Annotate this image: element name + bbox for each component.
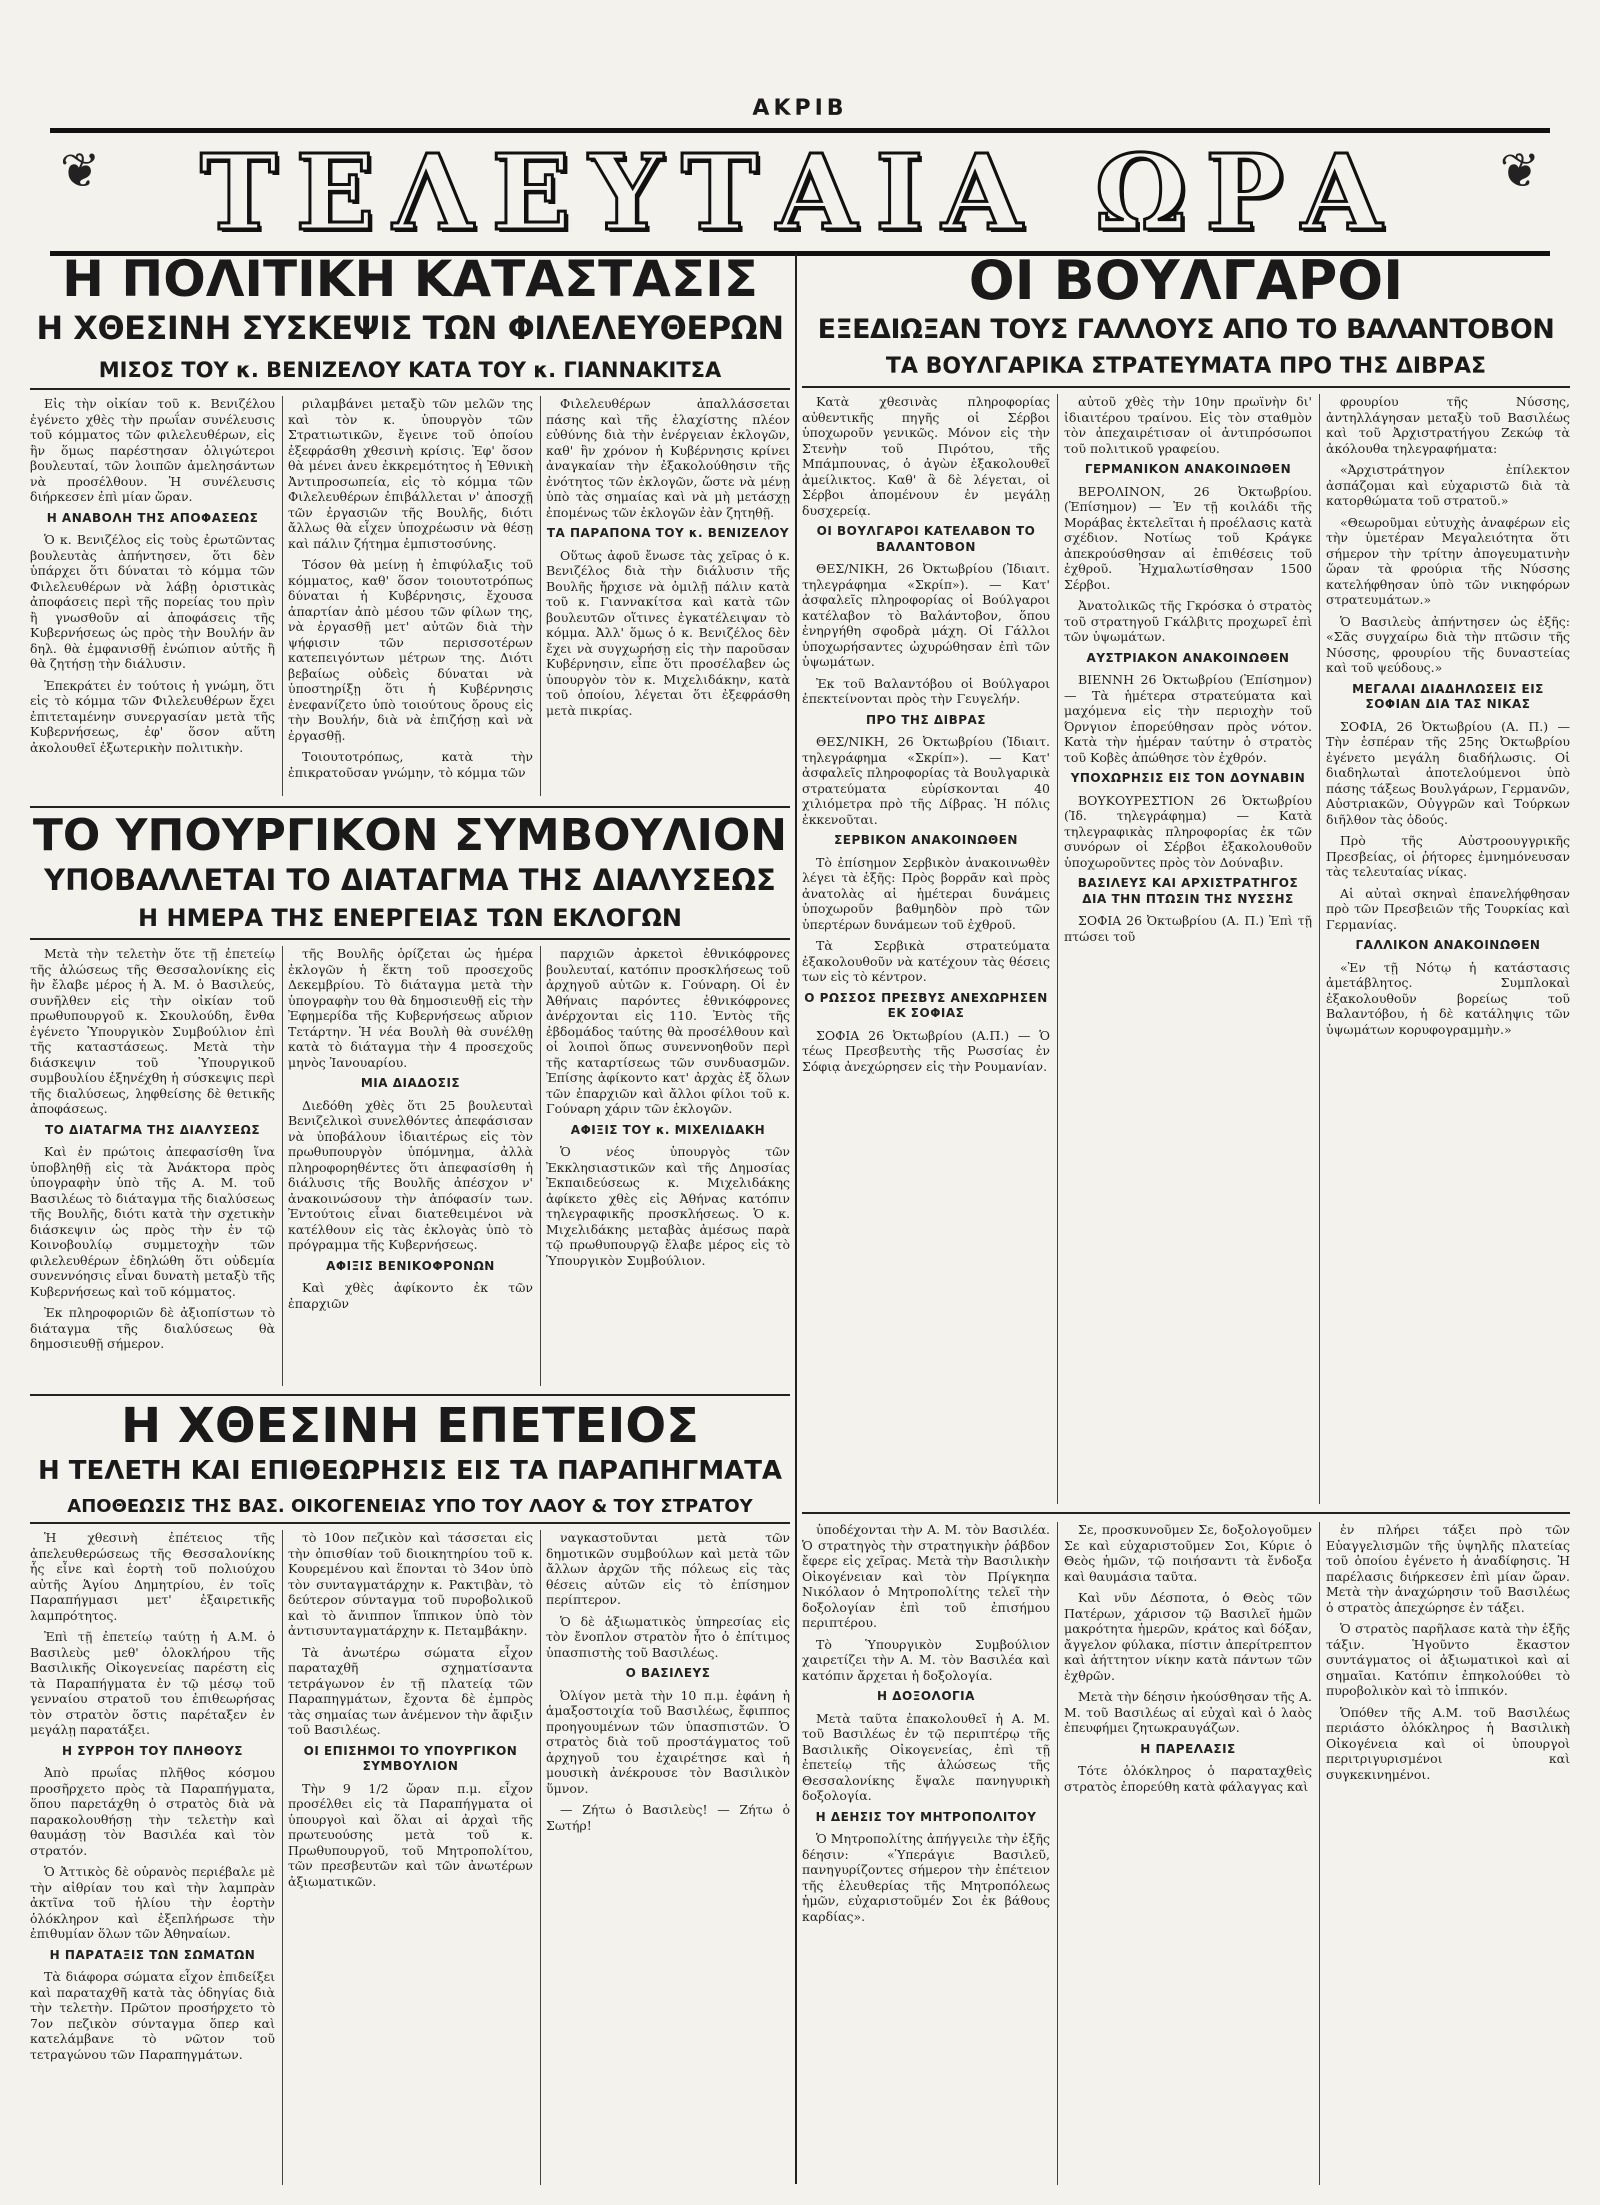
council-col-2 — [288, 946, 533, 1386]
bulgarians-col1b-p2: Ἐκ τοῦ Βαλαντόβου οἱ Βούλγαροι ἐπεκτείνονται πρὸς τὴν Γευγελήν. — [802, 675, 1050, 706]
politics-deck: ΜΙΣΟΣ ΤΟΥ κ. ΒΕΝΙΖΕΛΟΥ ΚΑΤΑ ΤΟΥ κ. ΓΙΑΝΝΑΚΙΤΣΑ — [98, 358, 722, 382]
bulgarians-headline: ΟΙ ΒΟΥΛΓΑΡΟΙ — [968, 249, 1404, 312]
bulgarians-col1-label: ΟΙ ΒΟΥΛΓΑΡΟΙ ΚΑΤΕΛΑΒΟΝ ΤΟ ΒΑΛΑΝΤΟΒΟΝ — [816, 524, 1036, 554]
politics-col1-p1: Εἰς τὴν οἰκίαν τοῦ κ. Βενιζέλου ἐγένετο χθὲς τὴν πρωΐαν συνέλευσις τοῦ κόμματος τῶν φιλελευθέρων, εἰς ἣν ὅμως παρέστησαν ὀλιγώτεροι βουλευταί, τῶν λοιπῶν ἀμελησάντων νὰ προσέλθουν. Ἡ συνέλευσις διήρκεσεν ἐπὶ μίαν ὥραν. — [30, 396, 275, 504]
main-column-divider — [795, 254, 797, 2184]
banner-title: ΤΕΛΕΥΤΑΙΑ ΩΡΑ — [200, 130, 1400, 254]
anniversary-col1c-p1: Τὰ διάφορα σώματα εἶχον ἐπιδείξει καὶ παραταχθῆ κατὰ τὰς ὁδηγίας διὰ τὴν τελετὴν. Πρῶτον προσήρχετο τὸ 7ον πεζικὸν σύνταγμα ὅπερ καὶ κατελάμβανε τὸ νῶτον τοῦ τετραγώνου τῶν Παραπηγμάτων. — [30, 1969, 275, 2062]
council-col2-label: ΜΙΑ ΔΙΑΔΟΣΙΣ — [360, 1076, 461, 1090]
anniversary-col-6 — [1326, 1522, 1570, 2185]
anniversary-col4b-p1: Μετὰ ταῦτα ἐπακολουθεῖ ἡ Α. Μ. τοῦ Βασιλέως ἐν τῷ περιπτέρῳ τῆς Βασιλικῆς Οἰκογενείας, ἐπὶ τῇ ἐπετείῳ τῆς ἁλώσεως τῆς Θεσσαλονίκης ἔψαλε πανηγυρικὴ δοξολογία. — [802, 1710, 1050, 1803]
anniversary-col3-p2: Ὁ δὲ ἀξιωματικὸς ὑπηρεσίας εἰς τὸν ἔνοπλον στρατὸν ἦτο ὁ ἐπίτιμος ὑπασπιστὴς τοῦ Βασιλέως. — [546, 1613, 790, 1660]
bulgarians-col3b-p2: Πρὸ τῆς Αὐστροουγγρικῆς Πρεσβείας, οἱ ῥήτορες ἐμνημόνευσαν τὰς τελευταίας νίκας. — [1326, 833, 1570, 879]
anniversary-col2-label: ΟΙ ΕΠΙΣΗΜΟΙ ΤΟ ΥΠΟΥΡΓΙΚΟΝ ΣΥΜΒΟΥΛΙΟΝ — [303, 1743, 518, 1773]
politics-col-1 — [30, 396, 275, 796]
bulgarians-col3-p1: φρουρίου τῆς Νύσσης, ἀντηλλάγησαν μεταξὺ τοῦ Βασιλέως καὶ τοῦ Ἀρχιστρατήγου Ζεκώφ τὰ ἀκόλουθα τηλεγραφήματα: — [1326, 394, 1570, 456]
anniversary-col5-p2: Καὶ νῦν Δέσποτα, ὁ Θεὸς τῶν Πατέρων, χάρισον τῷ Βασιλεῖ ἡμῶν μακρότητα ἡμερῶν, κράτος καὶ δόξαν, ἄγγελον φύλακα, πίστιν ἀπερίτρεπτον καὶ ἀήττητον νίκην κατὰ πάντων τῶν ἐχθρῶν. — [1064, 1590, 1312, 1683]
bulgarians-col2c-p1: ΒΙΕΝΝΗ 26 Ὀκτωβρίου (Ἐπίσημον) — Τὰ ἡμέτερα στρατεύματα καὶ μαχόμενα εἰς τὴν περιοχὴν τοῦ Όρνγιον ἐπορεύθησαν πρὸς νότον. Κατὰ τὴν ἡμέραν ταύτην ὁ στρατὸς τοῦ Κοβὲς ἀπώθησε τὸν ἐχθρόν. — [1064, 672, 1312, 765]
bulgarians-deck: ΤΑ ΒΟΥΛΓΑΡΙΚΑ ΣΤΡΑΤΕΥΜΑΤΑ ΠΡΟ ΤΗΣ ΔΙΒΡΑΣ — [885, 354, 1487, 379]
politics-col1-label: Η ΑΝΑΒΟΛΗ ΤΗΣ ΑΠΟΦΑΣΕΩΣ — [46, 510, 259, 525]
anniversary-col6-p3: Ὁπόθεν τῆς Α.Μ. τοῦ Βασιλέως περιάστο ὁλόκληρος ἡ Βασιλικὴ Οἰκογένεια καὶ οἱ ὑπουργοὶ περιτριγυρισμένοι καὶ συγκεκινημένοι. — [1326, 1704, 1570, 1782]
bulgarians-subheadline: ΕΞΕΔΙΩΞΑΝ ΤΟΥΣ ΓΑΛΛΟΥΣ ΑΠΟ ΤΟ ΒΑΛΑΝΤΟΒΟΝ — [817, 314, 1555, 345]
bulgarians-col2d-p1: ΒΟΥΚΟΥΡΕΣΤΙΟΝ 26 Ὀκτωβρίου (Ἰδ. τηλεγράφημα) — Κατὰ τηλεγραφικὰς πληροφορίας ἐκ τῶν συνόρων οἱ Σέρβοι ἐξακολουθοῦν ὑποχωροῦντες πρὸς τὸν Δούναβιν. — [1064, 792, 1312, 870]
council-col2c-p1: Καὶ χθὲς ἀφίκοντο ἐκ τῶν ἐπαρχιῶν — [288, 1280, 533, 1311]
council-deck: Η ΗΜΕΡΑ ΤΗΣ ΕΝΕΡΓΕΙΑΣ ΤΩΝ ΕΚΛΟΓΩΝ — [138, 904, 682, 932]
bulgarians-col1-label2: ΠΡΟ ΤΗΣ ΔΙΒΡΑΣ — [866, 712, 986, 727]
anniversary-col4-p1: ὑποδέχονται τὴν Α. Μ. τὸν Βασιλέα. Ὁ στρατηγὸς τὴν στρατηγικὴν ῥάβδον ἔφερε εἰς χεῖρας. Μετὰ τὴν Βασιλικὴν Οἰκογένειαν καὶ τὸν Πρίγκηπα Νικόλαον ὁ Μητροπολίτης τελεῖ τὴν δοξολογίαν ἐπὶ τοῦ ἐπισήμου περιπτέρου. — [802, 1522, 1050, 1630]
anniversary-col2-p1: τὸ 10ον πεζικὸν καὶ τάσσεται εἰς τὴν ὀπισθίαν τοῦ διοικητηρίου τοῦ κ. Κουρεμένου καὶ ἕπονται τὸ 34ον ὑπὸ τὸν συνταγματάρχην κ. Ρακτιβὰν, τὸ δεύτερον σύνταγμα τοῦ πυροβολικοῦ καὶ τὸ ἄνιππον ἵππικον ὑπὸ τὸν ἀντισυνταγματάρχην κ. Πεταμβάκην. — [288, 1530, 533, 1638]
ornament-left-icon: ❦ — [60, 143, 101, 199]
politics-subheadline: Η ΧΘΕΣΙΝΗ ΣΥΣΚΕΨΙΣ ΤΩΝ ΦΙΛΕΛΕΥΘΕΡΩΝ — [36, 309, 784, 347]
bulgarians-col2-p1: αὐτοῦ χθὲς τὴν 10ην πρωϊνὴν δι' ἰδιαιτέρου τραίνου. Εἰς τὸν σταθμὸν τὸν ἀπεχαιρέτισαν οἱ ἀντιπρόσωποι τοῦ πολιτικοῦ γραφείου. — [1064, 394, 1312, 456]
anniversary-col-5 — [1064, 1522, 1312, 2185]
anniversary-col6-p2: Ὁ στρατὸς παρῆλασε κατὰ τὴν ἑξῆς τάξιν. Ἡγοῦντο ἔκαστον συντάγματος οἱ ἀξιωματικοὶ καὶ αἱ σημαῖαι. Κατόπιν ἐπηκολούθει τὸ πυροβολικὸν καὶ τὸ ἱππικόν. — [1326, 1621, 1570, 1698]
anniversary-col1-p2: Ἐπὶ τῇ ἐπετείῳ ταύτῃ ἡ Α.Μ. ὁ Βασιλεὺς μεθ' ὁλοκλήρου τῆς Βασιλικῆς Οἰκογενείας παρέστη εἰς τὰ Παραπήγματα ἐν τῷ μέσῳ τοῦ γενναίου στρατοῦ του ἐπιθεωρήσας τὸν στρατὸν ὅστις παρέταξεν ἐν μεγάλῃ παρατάξει. — [30, 1629, 275, 1737]
council-vrule-1 — [282, 946, 283, 1386]
council-col3b-p1: Ὁ νέος ὑπουργὸς τῶν Ἐκκλησιαστικῶν καὶ τῆς Δημοσίας Ἐκπαιδεύσεως κ. Μιχελιδάκης ἀφίκετο χθὲς εἰς Ἀθήνας κατόπιν τηλεγραφικῆς προσκλήσεως. Ὁ κ. Μιχελιδάκης μεταβὰς ἀμέσως παρὰ τῷ πρωθυπουργῷ ἔλαβε μέρος εἰς τὸ Ὑπουργικὸν Συμβούλιον. — [546, 1144, 790, 1268]
bulgarians-col3b-p3: Αἱ αὐταὶ σκηναὶ ἐπανελήφθησαν πρὸ τῶν Πρεσβειῶν τῆς Τουρκίας καὶ Γερμανίας. — [1326, 885, 1570, 932]
bulgarians-col3-label: ΜΕΓΑΛΑΙ ΔΙΑΔΗΛΩΣΕΙΣ ΕΙΣ ΣΟΦΙΑΝ ΔΙΑ ΤΑΣ ΝΙΚΑΣ — [1352, 681, 1544, 711]
bulgarians-col3-label2: ΓΑΛΛΙΚΟΝ ΑΝΑΚΟΙΝΩΘΕΝ — [1355, 938, 1541, 952]
ornament-right-icon: ❦ — [1499, 143, 1540, 199]
politics-col1b-p2: Ἐπεκράτει ἐν τούτοις ἡ γνώμη, ὅτι εἰς τὸ κόμμα τῶν Φιλελευθέρων ἔχει ἐπιτεταμένην συνεργασίαν μετὰ τῆς Κυβερνήσεως, ἐφ' ὅσον αὕτη ἀκολουθεῖ ἐξωτερικὴν πολιτικὴν. — [30, 677, 275, 755]
bulgarians-col3-p2: «Ἀρχιστράτηγον ἐπίλεκτον ἀσπάζομαι καὶ εὐχαριστῶ διὰ τὰ κατορθώματα τοῦ στρατοῦ.» — [1326, 462, 1570, 508]
anniversary-headline: Η ΧΘΕΣΙΝΗ ΕΠΕΤΕΙΟΣ — [121, 1398, 699, 1454]
bulgarians-col1d-p1: Τὸ ἐπίσημον Σερβικὸν ἀνακοινωθὲν λέγει τὰ ἑξῆς: Πρὸς βορρᾶν καὶ πρὸς ἀνατολὰς αἱ ἡμέτεραι δυνάμεις ὑποχωροῦν βαθμηδὸν πρὸ τῶν ὑπερτέρων δυνάμεων τοῦ ἐχθροῦ. — [802, 854, 1050, 932]
council-vrule-2 — [540, 946, 541, 1386]
council-col3-p1: παρχιῶν ἀρκετοὶ ἐθνικόφρονες βουλευταί, κατόπιν προσκλήσεως τοῦ ἀρχηγοῦ αὐτῶν κ. Γούναρη. Οἱ ἐν Ἀθήναις παρόντες ἐθνικόφρονες ἀνέρχονται εἰς 110. Ἐντὸς τῆς ἑβδομάδος ταύτης θὰ προσέλθουν καὶ οἱ λοιποὶ ὅπως συνεννοηθοῦν περὶ τῆς καταρτίσεως τῶν συνδυασμῶν. Ἐπίσης ἀφίκοντο κατ' ἀρχὰς ἐξ ὅλων τῶν ἐπαρχιῶν καὶ ἄλλοι φίλοι τοῦ κ. Γούναρη χάριν τῶν ἐκλογῶν. — [546, 946, 790, 1116]
politics-col-2 — [288, 396, 533, 796]
anniversary-col2b-p1: Τὴν 9 1/2 ὥραν π.μ. εἶχον προσέλθει εἰς τὰ Παραπήγματα οἱ ὑπουργοὶ καὶ ὅλαι αἱ ἀρχαὶ τῆς πρωτευούσης μετὰ τοῦ κ. Πρωθυπουργοῦ, τοῦ Μητροπολίτου, τῶν πρεσβευτῶν καὶ τῶν ἀνωτέρων ἀξιωματικῶν. — [288, 1780, 533, 1889]
anniversary-deck: ΑΠΟΘΕΩΣΙΣ ΤΗΣ ΒΑΣ. ΟΙΚΟΓΕΝΕΙΑΣ ΥΠΟ ΤΟΥ ΛΑΟΥ & ΤΟΥ ΣΤΡΑΤΟΥ — [67, 1496, 753, 1517]
anniversary-col2-p2: Τὰ ἀνωτέρω σώματα εἶχον παραταχθῆ σχηματίσαντα τετράγωνον ἐν τῇ πλατείᾳ τῶν Παραπηγμάτων, ἔχοντα δὲ ἐμπρὸς τὰς σημαίας των ἀνέμενον τὴν ἄφιξιν τοῦ Βασιλέως. — [288, 1644, 533, 1737]
anniversary-col1-label2: Η ΠΑΡΑΤΑΞΙΣ ΤΩΝ ΣΩΜΑΤΩΝ — [49, 1947, 256, 1962]
bulgarians-col3b-p1: ΣΟΦΙΑ, 26 Ὀκτωβρίου (Α. Π.) — Τὴν ἑσπέραν τῆς 25ης Ὀκτωβρίου ἐγένετο μεγάλη διαδήλωσις. Οἱ διαδηλωταὶ ἀποτελούμενοι ὑπὸ πάσης τάξεως Βουλγάρων, Γερμανῶν, Αὐστριακῶν, Οὐγγρῶν καὶ Τούρκων διῆλθον τὰς ὁδούς. — [1326, 718, 1570, 827]
bulgarians-col1c-p1: ΘΕΣ/ΝΙΚΗ, 26 Ὀκτωβρίου (Ἰδιαιτ. τηλεγράφημα «Σκρίπ»). — Κατ' ἀσφαλεῖς πληροφορίας τὰ Βουλγαρικὰ στρατεύματα εὑρίσκονται 40 χιλιόμετρα πρὸ τῆς Δίβρας. Ἡ πόλις ἐκκενοῦται. — [802, 734, 1050, 827]
anniversary-col3-p1: ναγκαστοῦνται μετὰ τῶν δημοτικῶν συμβούλων καὶ μετὰ τῶν ἄλλων ἀρχῶν τῆς πόλεως εἰς τὰς θέσεις αὐτῶν εἰς τὸ ἐπίσημον περίπτερον. — [546, 1530, 790, 1607]
masthead-small: ΑΚΡΙΒ — [752, 96, 848, 121]
bulgarians-rule — [802, 386, 1570, 388]
anniversary-col-3 — [546, 1530, 790, 2185]
council-headline: ΤΟ ΥΠΟΥΡΓΙΚΟΝ ΣΥΜΒΟΥΛΙΟΝ — [32, 810, 788, 861]
anniversary-col1-label: Η ΣΥΡΡΟΗ ΤΟΥ ΠΛΗΘΟΥΣ — [61, 1743, 244, 1758]
bulgarians-col-2 — [1064, 394, 1312, 1504]
anniversary-col5-label: Η ΠΑΡΕΛΑΣΙΣ — [1140, 1741, 1236, 1756]
anniversary-subheadline: Η ΤΕΛΕΤΗ ΚΑΙ ΕΠΙΘΕΩΡΗΣΙΣ ΕΙΣ ΤΑ ΠΑΡΑΠΗΓΜΑΤΑ — [37, 1456, 783, 1486]
bulgarians-col2-label3: ΥΠΟΧΩΡΗΣΙΣ ΕΙΣ ΤΟΝ ΔΟΥΝΑΒΙΝ — [1070, 771, 1306, 785]
council-col1-label: ΤΟ ΔΙΑΤΑΓΜΑ ΤΗΣ ΔΙΑΛΥΣΕΩΣ — [44, 1122, 261, 1137]
bulgarians-col2-label2: ΑΥΣΤΡΙΑΚΟΝ ΑΝΑΚΟΙΝΩΘΕΝ — [1086, 650, 1290, 665]
anniversary-col1-p1: Ἡ χθεσινὴ ἐπέτειος τῆς ἀπελευθερώσεως τῆς Θεσσαλονίκης ἧς εἶνε καὶ ἑορτὴ τοῦ πολιούχου αὐτῆς Ἁγίου Δημητρίου, ἐν τοῖς Παραπήγμασι μετ' ἐξαιρετικῆς λαμπρότητος. — [30, 1530, 275, 1623]
bulgarians-col2b-p1: ΒΕΡΟΛΙΝΟΝ, 26 Ὀκτωβρίου. (Ἐπίσημον) — Ἐν τῇ κοιλάδι τῆς Μοράβας ἐκτελεῖται ἡ προέλασις κατὰ σχέδιον. Νοτίως τοῦ Κράγκε ἀπεκρούσθησαν αἱ ἐπιθέσεις τοῦ ἐχθροῦ. Ἠχμαλωτίσθησαν 1500 Σέρβοι. — [1064, 483, 1312, 592]
council-col1-p1: Μετὰ τὴν τελετὴν ὅτε τῇ ἐπετείῳ τῆς ἁλώσεως τῆς Θεσσαλονίκης εἰς ἣν ἔλαβε μέρος ἡ Ἀ. Μ. ὁ Βασιλεύς, συνῆλθεν εἰς τὴν οἰκίαν τοῦ πρωθυπουργοῦ κ. Σκουλούδη, ἔνθα ἐγένετο Ὑπουργικὸν Συμβούλιον ἐπὶ τῆς καταστάσεως. Μετὰ τὴν διάσκεψιν τοῦ Ὑπουργικοῦ συμβουλίου ἐξηνέχθη ἡ σύσκεψις περὶ τῆς διαλύσεως, ληφθείσης δὲ θετικῆς ἀποφάσεως. — [30, 946, 275, 1116]
council-subheadline: ΥΠΟΒΑΛΛΕΤΑΙ ΤΟ ΔΙΑΤΑΓΜΑ ΤΗΣ ΔΙΑΛΥΣΕΩΣ — [44, 863, 776, 897]
anniversary-col4-label: Η ΔΟΞΟΛΟΓΙΑ — [877, 1689, 975, 1703]
anniversary-vrule-3 — [1057, 1522, 1058, 2185]
council-col2-p1: τῆς Βουλῆς ὁρίζεται ὡς ἡμέρα ἐκλογῶν ἡ ἕκτη τοῦ προσεχοῦς Δεκεμβρίου. Τὸ διάταγμα μετὰ τὴν ὑπογραφὴν του θὰ δημοσιευθῇ εἰς τὴν Ἐφημερίδα τῆς Κυβερνήσεως αὔριον Τετάρτην. Ἡ νέα Βουλὴ θὰ συνέλθῃ κατὰ τὸ διάταγμα τὴν 4 προσεχοῦς μηνὸς Ἰανουαρίου. — [288, 946, 533, 1070]
anniversary-col-4 — [802, 1522, 1050, 2185]
anniversary-col1b-p2: Ὁ Ἀττικὸς δὲ οὐρανὸς περιέβαλε μὲ τὴν αἰθρίαν του καὶ τὴν λαμπρὰν ἀκτῖνα τοῦ ἡλίου τὴν ἐορτὴν ὁλόκληρον καὶ ἐξεπλήρωσε τὴν ἐπιθυμίαν ὅλων τῶν Ἀθηναίων. — [30, 1864, 275, 1941]
politics-col2-p1: ριλαμβάνει μεταξὺ τῶν μελῶν της καὶ τὸν κ. ὑπουργὸν τῶν Στρατιωτικῶν, ἔγεινε τοῦ ὁποίου ἐξεφράσθη χθεσινὴ κρίσις. Ἐφ' ὅσον θὰ μένει ἀνευ ἐκκρεμότητος ἡ Ἐθνικὴ Ἀντιπροσωπεία, εἰς τὸ κόμμα τῶν Φιλελευθέρων ἐπιβάλλεται ν' ἀποσχῇ τῶν ἐργασιῶν τῆς Βουλῆς, διότι ἄλλως θὰ εἶχεν ὑποχρέωσιν νὰ θέσῃ καὶ πάλιν ζήτημα ἐμπιστοσύνης. — [288, 396, 533, 551]
bulgarians-col-1 — [802, 394, 1050, 1504]
bulgarians-col3c-p1: «Ἐν τῇ Νότῳ ἡ κατάστασις ἀμετάβλητος. Συμπλοκαὶ ἐξακολουθοῦν βορείως τοῦ Βαλαντόβου, ἡ δὲ κατάληψις τῶν ὑψωμάτων κορυφογραμμὴν.» — [1326, 959, 1570, 1037]
anniversary-vrule-4 — [1319, 1522, 1320, 2185]
politics-col2-p3: Τοιουτοτρόπως, κατὰ τὴν ἐπικρατοῦσαν γνώμην, τὸ κόμμα τῶν — [288, 749, 533, 780]
anniversary-vrule-1 — [282, 1530, 283, 2185]
anniversary-col5-p3: Μετὰ τὴν δέησιν ἠκούσθησαν τῆς Α. Μ. τοῦ Βασιλέως αἱ εὐχαὶ καὶ ὁ λαὸς ἐπευφήμει ζητωκραυγάζων. — [1064, 1689, 1312, 1735]
bulgarians-vrule-1 — [1057, 394, 1058, 1504]
bulgarians-col2-label4: ΒΑΣΙΛΕΥΣ ΚΑΙ ΑΡΧΙΣΤΡΑΤΗΓΟΣ ΔΙΑ ΤΗΝ ΠΤΩΣΙΝ ΤΗΣ ΝΥΣΣΗΣ — [1077, 876, 1299, 906]
council-col3-label: ΑΦΙΞΙΣ ΤΟΥ κ. ΜΙΧΕΛΙΔΑΚΗ — [570, 1122, 766, 1137]
anniversary-col4-p2: Τὸ Ὑπουργικὸν Συμβούλιον χαιρετίζει τὴν Α. Μ. τὸν Βασιλέα καὶ κατόπιν ἄρχεται ἡ δοξολογία. — [802, 1636, 1050, 1683]
politics-col3b-p1: Οὕτως ἀφοῦ ἔνωσε τὰς χεῖρας ὁ κ. Βενιζέλος διὰ τὴν διάλυσιν τῆς Βουλῆς ἤρχισε νὰ ὁμιλῇ πάλιν κατὰ τοῦ κ. Γιαννακίτσα καὶ κατὰ τῶν βουλευτῶν οἵτινες ἐγκατέλειψαν τὸ κόμμα. Ἀλλ' ὅμως ὁ κ. Βενιζέλος δὲν ἔχει νὰ συγχωρήσῃ εἰς τὴν παροῦσαν Κυβέρνησιν, εἶπε ὅτι προσέλαβεν ὡς ὑπουργὸν τὸν κ. Μιχελιδάκην, κατὰ τοῦ ὁποίου, λέγεται ὅτι ἐξεφράσθη μετὰ πικρίας. — [546, 547, 790, 718]
bulgarians-col1d-p2: Τὰ Σερβικὰ στρατεύματα ἐξακολουθοῦν νὰ κατέχουν τὰς θέσεις των εἰς τὸ κέντρον. — [802, 938, 1050, 984]
council-col-1 — [30, 946, 275, 1386]
council-col2-label2: ΑΦΙΞΙΣ ΒΕΝΙΚΟΦΡΟΝΩΝ — [326, 1258, 495, 1273]
council-rule-top — [30, 806, 790, 808]
politics-headline: Η ΠΟΛΙΤΙΚΗ ΚΑΤΑΣΤΑΣΙΣ — [62, 250, 758, 308]
council-col1b-p2: Ἐκ πληροφοριῶν δὲ ἀξιοπίστων τὸ διάταγμα τῆς διαλύσεως θὰ δημοσιευθῇ σήμερον. — [30, 1305, 275, 1351]
bulgarians-col1-p1: Κατὰ χθεσινὰς πληροφορίας αὐθεντικῆς πηγῆς οἱ Σέρβοι ὑποχωροῦν γενικῶς. Μόνον εἰς τὴν Στενὴν τοῦ Πιρότου, τῆς Μπάμπουνας, ὁ ἀγὼν ἐξακολουθεῖ ἀμείλικτος. Καθ' ἃ δὲ λέγεται, οἱ Σέρβοι ἀπομένουν ἐν μεγάλῃ δυσχερείᾳ. — [802, 394, 1050, 518]
anniversary-col5b-p1: Τότε ὁλόκληρος ὁ παραταχθεὶς στρατὸς ἐπορεύθη κατὰ φάλαγγας καὶ — [1064, 1763, 1312, 1794]
anniversary-col3b-p1: Ὀλίγον μετὰ τὴν 10 π.μ. ἐφάνη ἡ ἁμαξοστοιχία τοῦ Βασιλέως, ἔφιππος προηγουμένων τῶν ὑπασπιστῶν. Ὁ στρατὸς διὰ τοῦ προστάγματος τοῦ ἀρχηγοῦ του ἐχαιρέτησε καὶ ἡ μουσικὴ ἀνέκρουσε τὸν Βασιλικὸν ὕμνον. — [546, 1687, 790, 1796]
bulgarians-vrule-2 — [1319, 394, 1320, 1504]
politics-col-3 — [546, 396, 790, 796]
anniversary-rule — [30, 1522, 790, 1524]
anniversary-col5-p1: Σε, προσκυνοῦμεν Σε, δοξολογοῦμεν Σε καὶ εὐχαριστοῦμεν Σοι, Κύριε ὁ Θεὸς ἡμῶν, τῷ ποιήσαντι τὰ ἔνδοξα καὶ θαυμάσια ταῦτα. — [1064, 1522, 1312, 1584]
bulgarians-col3-p3: «Θεωροῦμαι εὐτυχὴς ἀναφέρων εἰς τὴν ὑμετέραν Μεγαλειότητα ὅτι σήμερον τὴν τρίτην ἀπογευματινὴν ὥραν τὰ φρούρια τῆς Νύσσης κατελήφθησαν ὑπὸ τῶν νικηφόρων στρατευμάτων.» — [1326, 514, 1570, 607]
politics-vrule-2 — [540, 396, 541, 796]
bulgarians-col3-p4: Ὁ Βασιλεὺς ἀπήντησεν ὡς ἑξῆς: «Σᾶς συγχαίρω διὰ τὴν πτῶσιν τῆς Νύσσης, φρουρίου τῆς δυναστείας καὶ τοῦ ψεύδους.» — [1326, 613, 1570, 675]
anniversary-col1b-p1: Ἀπὸ πρωΐας πλῆθος κόσμου προσῆρχετο πρὸς τὰ Παραπήγματα, ὅπου παρετάχθη ὁ στρατὸς διὰ νὰ παρακολουθήσῃ τὴν τελετὴν καὶ θαυμάσῃ τὸν Βασιλέα καὶ τὸν στρατόν. — [30, 1765, 275, 1858]
anniversary-col-1 — [30, 1530, 275, 2185]
politics-col3-p1: Φιλελευθέρων ἀπαλλάσσεται πάσης καὶ τῆς ἐλαχίστης πλέον εὐθύνης διὰ τὴν ἐνέργειαν ἐκλογῶν, καθ' ἣν χρόνον ἡ Κυβέρνησις κρίνει ἀναγκαίαν τὴν ἐξακολούθησιν τῆς ἐνότητος τῶν ἐκλογῶν, ὥστε νὰ μένῃ ὑπὸ τὰς σημαίας καὶ νὰ μὴ μετάσχῃ ἐπομένως τῶν ἐκλογῶν ἐὰν ζητηθῇ. — [546, 396, 790, 520]
council-rule — [30, 938, 790, 940]
newspaper-page — [30, 0, 1570, 2205]
bulgarians-col2-label: ΓΕΡΜΑΝΙΚΟΝ ΑΝΑΚΟΙΝΩΘΕΝ — [1084, 462, 1292, 476]
bulgarians-col1-label4: Ο ΡΩΣΣΟΣ ΠΡΕΣΒΥΣ ΑΝΕΧΩΡΗΣΕΝ ΕΚ ΣΟΦΙΑΣ — [804, 990, 1048, 1020]
banner — [50, 128, 1550, 256]
politics-vrule-1 — [282, 396, 283, 796]
anniversary-col-2 — [288, 1530, 533, 2185]
politics-col1b-p1: Ὁ κ. Βενιζέλος εἰς τοὺς ἐρωτῶντας βουλευτὰς ἀπήντησεν, ὅτι δὲν ὑπάρχει ὅτι δύναται τὸ κόμμα τῶν Φιλελευθέρων νὰ λάβῃ ὁριστικὰς ἀποφάσεις περὶ τῆς πορείας του πρὶν ἢ γνωσθοῦν αἱ ἀποφάσεις τῆς Κυβερνήσεως ὡς πρὸς τὴν Βουλήν ἂν δηλ. θὰ ἐμφανισθῇ ἐνώπιον αὐτῆς ἢ θὰ ζητήσῃ τὴν διάλυσιν. — [30, 532, 275, 671]
council-col2b-p1: Διεδόθη χθὲς ὅτι 25 βουλευταὶ Βενιζελικοὶ συνελθόντες ἀπεφάσισαν νὰ ὑποβάλουν ἰδιαιτέρως εἰς τὸν πρωθυπουργὸν ὑπόμνημα, ἀλλὰ πληροφορηθέντες ὅτι ἀπεφασίσθη ἡ διάλυσις τῆς Βουλῆς ἀπέσχον ν' ἀνακοινώσουν τὴν ἀπόφασίν των. Ἐντούτοις εἶναι διατεθειμένοι νὰ κατέλθουν εἰς τὰς ἐκλογὰς ὑπὸ τὸ πρόγραμμα τῆς Κυβερνήσεως. — [288, 1097, 533, 1252]
anniversary-right-rule — [802, 1512, 1570, 1514]
anniversary-col4c-p1: Ὁ Μητροπολίτης ἀπήγγειλε τὴν ἑξῆς δέησιν: «Ὑπεράγιε Βασιλεῦ, πανηγυρίζοντες σήμερον τὴν ἐπέτειον τῆς ἐλευθερίας τῆς Μητροπόλεως ἡμῶν, εὐχαριστοῦμέν Σοι ἐκ βάθους καρδίας». — [802, 1831, 1050, 1924]
bulgarians-col1b-p1: ΘΕΣ/ΝΙΚΗ, 26 Ὀκτωβρίου (Ἰδιαιτ. τηλεγράφημα «Σκρίπ»). — Κατ' ἀσφαλεῖς πληροφορίας οἱ Βούλγαροι κατέλαβον τὸ Βαλάντοβον, ὅπου ἐνηργήθη σφοδρὰ μάχη. Οἱ Γάλλοι ὑποχωρήσαντες ὠχυρώθησαν ἐπὶ τῶν ὑψωμάτων. — [802, 561, 1050, 669]
bulgarians-col1e-p1: ΣΟΦΙΑ 26 Ὀκτωβρίου (Α.Π.) — Ὁ τέως Πρεσβευτὴς τῆς Ρωσσίας ἐν Σόφιᾳ ἀνεχώρησεν εἰς τὴν Ρουμανίαν. — [802, 1027, 1050, 1074]
politics-col3-label: ΤΑ ΠΑΡΑΠΟΝΑ ΤΟΥ κ. ΒΕΝΙΖΕΛΟΥ — [546, 526, 790, 540]
anniversary-vrule-2 — [540, 1530, 541, 2185]
anniversary-col3b-p2: — Ζήτω ὁ Βασιλεὺς! — Ζήτω ὁ Σωτήρ! — [546, 1802, 790, 1833]
council-col-3 — [546, 946, 790, 1386]
council-col1b-p1: Καὶ ἐν πρώτοις ἀπεφασίσθη ἵνα ὑποβληθῇ εἰς τὰ Ἀνάκτορα πρὸς ὑπογραφὴν ὑπὸ τῆς Α. Μ. τοῦ Βασιλέως τὸ διάταγμα τῆς διαλύσεως τῆς Βουλῆς, διότι κατὰ τὴν σχετικὴν διάσκεψιν ὡς πρὸς τὴν ἐν τῷ Κοινοβουλίῳ συμμετοχὴν τῶν φιλελευθέρων ἐδηλώθη ὅτι οὐδεμία συνεννόησις εἶναι δυνατὴ μεταξὺ τῆς Κυβερνήσεως καὶ τοῦ κόμματος. — [30, 1144, 275, 1299]
politics-col2-p2: Τόσον θὰ μείνῃ ἡ ἐπιφύλαξις τοῦ κόμματος, καθ' ὅσον τοιουτοτρόπως δύναται ἡ Κυβέρνησις, ἔχουσα ἀπαρτίαν ἀπὸ μέσου τῶν φίλων της, νὰ ἐργασθῇ μετ' αὐτῶν διὰ τὴν ψήφισιν τῶν περισσοτέρων κατεπειγόντων μέτρων της. Διότι βεβαίως οὐδεὶς δύναται νὰ ὑποστηρίξῃ ὅτι ἡ Κυβέρνησις ἐνεφανίζετο ὑπὸ τοιούτους ὅρους εἰς τὴν Βουλήν, διὰ νὰ ἐπιζήσῃ καὶ νὰ ἐργασθῇ. — [288, 557, 533, 743]
anniversary-rule-top — [30, 1394, 790, 1396]
bulgarians-col2b-p2: Ἀνατολικῶς τῆς Γκρόσκα ὁ στρατὸς τοῦ στρατηγοῦ Γκάλβιτς προχωρεῖ ἐπὶ τῶν ὑψωμάτων. — [1064, 598, 1312, 644]
politics-rule — [30, 388, 790, 390]
bulgarians-col2e-p1: ΣΟΦΙΑ 26 Ὀκτωβρίου (Α. Π.) Ἐπὶ τῇ πτώσει τοῦ — [1064, 913, 1312, 944]
bulgarians-col-3 — [1326, 394, 1570, 1504]
bulgarians-col1-label3: ΣΕΡΒΙΚΟΝ ΑΝΑΚΟΙΝΩΘΕΝ — [834, 833, 1018, 847]
anniversary-col3-label: Ο ΒΑΣΙΛΕΥΣ — [625, 1666, 711, 1680]
anniversary-col4-label2: Η ΔΕΗΣΙΣ ΤΟΥ ΜΗΤΡΟΠΟΛΙΤΟΥ — [815, 1809, 1037, 1824]
anniversary-col6-p1: ἐν πλήρει τάξει πρὸ τῶν Εὐαγγελισμῶν τῆς ὑψηλῆς πλατείας τοῦ ὁποίου ἐγένετο ἡ ἀναδίφησις. Ἡ παρέλασις διήρκεσεν ἐπὶ μίαν ὥραν. Μετὰ τὴν ἀναχώρησιν τοῦ Βασιλέως ὁ στρατὸς ἀπεχώρησε ἐν τάξει. — [1326, 1522, 1570, 1615]
